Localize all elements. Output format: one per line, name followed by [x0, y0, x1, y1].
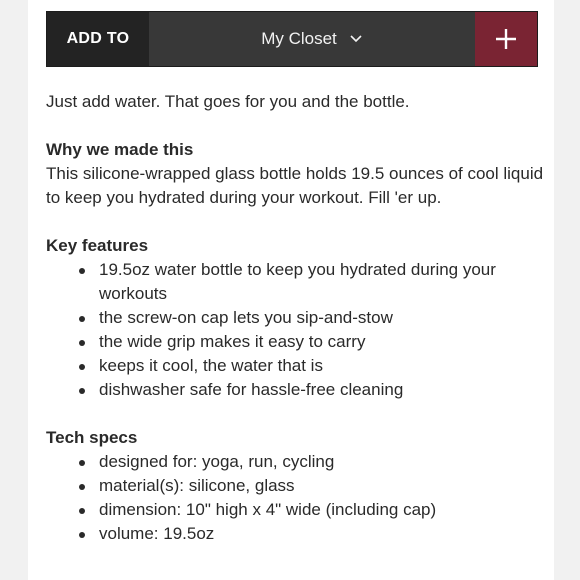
features-list — [46, 258, 546, 402]
list-item: dishwasher safe for hassle-free cleaning — [46, 378, 546, 402]
add-to-label: ADD TO — [47, 12, 149, 66]
why-body: This silicone-wrapped glass bottle holds 19.5 ounces of cool liquid to keep you hydrated during your workout. Fill 'er up. — [46, 164, 544, 207]
list-item: designed for: yoga, run, cycling — [46, 450, 546, 474]
add-button[interactable] — [475, 12, 537, 66]
list-item: material(s): silicone, glass — [46, 474, 546, 498]
specs-list — [46, 450, 546, 546]
closet-dropdown[interactable] — [149, 12, 475, 66]
listing-description — [46, 90, 546, 546]
why-title: Why we made this — [46, 140, 194, 159]
list-item: dimension: 10" high x 4" wide (including cap) — [46, 498, 546, 522]
list-item: 19.5oz water bottle to keep you hydrated during your workouts — [46, 258, 546, 306]
chevron-down-icon — [349, 34, 363, 44]
specs-title: Tech specs — [46, 428, 138, 447]
features-section — [46, 234, 546, 402]
why-section — [46, 138, 546, 210]
specs-section — [46, 426, 546, 546]
list-item: keeps it cool, the water that is — [46, 354, 546, 378]
list-item: the wide grip makes it easy to carry — [46, 330, 546, 354]
closet-dropdown-value: My Closet — [261, 29, 337, 48]
list-item: the screw-on cap lets you sip-and-stow — [46, 306, 546, 330]
features-title: Key features — [46, 236, 149, 255]
list-item: volume: 19.5oz — [46, 522, 546, 546]
intro-text: Just add water. That goes for you and the bottle. — [46, 92, 410, 111]
plus-icon — [494, 27, 518, 51]
add-to-closet-bar — [46, 11, 538, 67]
